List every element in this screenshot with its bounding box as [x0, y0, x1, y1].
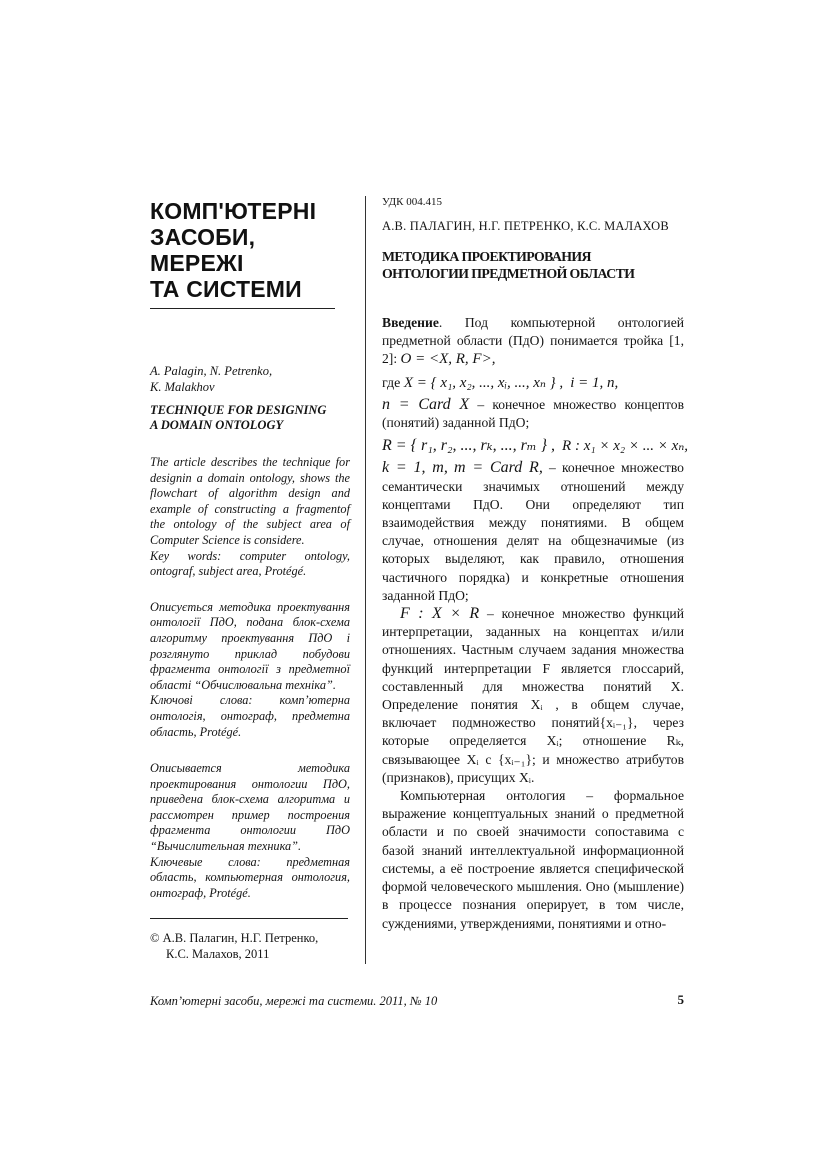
intro-paragraph [382, 314, 684, 369]
article-title [382, 248, 684, 282]
concepts-paragraph [382, 396, 684, 432]
english-authors-line: K. Malakhov [150, 380, 215, 394]
card-x: n = Card X [382, 395, 470, 413]
formula-set-r [382, 437, 689, 456]
set-x: X = { x₁, x₂, ..., xᵢ, ..., xₙ } , [403, 374, 564, 391]
ukrainian-keywords: Ключові слова: комп’ютерна онтологія, онтограф, предметна область, Protégé. [150, 693, 350, 739]
article-body [382, 314, 689, 933]
english-title-line: TECHNIQUE FOR DESIGNING [150, 403, 327, 417]
column-divider [365, 196, 366, 964]
english-authors-line: A. Palagin, N. Petrenko, [150, 364, 273, 378]
english-title [150, 403, 350, 433]
udk-code: УДК 004.415 [382, 196, 443, 208]
russian-abstract [150, 761, 350, 901]
where-word: где [382, 375, 401, 391]
intro-heading: Введение [382, 315, 439, 330]
section-title-line: КОМП'ЮТЕРНІ [150, 198, 317, 224]
section-title-line: МЕРЕЖІ [150, 250, 244, 276]
ontology-paragraph: Компьютерная онтология – формальное выражение концептуальных знаний о предметной области и по своей значимости сопоставима с базой знаний интеллектуальной информационной системы, а её построение является специфической формой человеческого мышления. Оно (мышление) в процессе познания оперирует, в том числе, суждениями, утверждениями, понятиями и отно- [382, 788, 684, 931]
ukrainian-abstract-text: Описується методика проектування онтології ПдО, подана блок-схема алгоритму проектування ПдО і розглянуто приклад побудови фрагмента онтології з предметної області “Обчислювальна техніка”. [150, 599, 350, 692]
intro-text: . Под компьютерной онтологией предметной области (ПдО) понимается тройка [1, 2]: [382, 315, 684, 367]
function-mapping: F : X × R [400, 605, 480, 623]
russian-keywords: Ключевые слова: предметная область, компьютерная онтология, онтограф, Protégé. [150, 854, 350, 900]
copyright-line: © А.В. Палагин, Н.Г. Петренко, [150, 931, 319, 945]
english-authors [150, 363, 350, 395]
journal-section-title [150, 198, 335, 309]
relations-paragraph [382, 459, 684, 605]
card-r: m = Card R, [454, 459, 543, 477]
page-number: 5 [677, 992, 684, 1007]
page-footer [150, 992, 684, 1010]
right-column [382, 195, 689, 933]
russian-abstract-text: Описывается методика проектирования онтологии ПдО, приведена блок-схема алгоритма и рассмотрен пример построения фрагмента онтологии ПдО “Вычислительная техника”. [150, 761, 350, 854]
index-i-range: i = 1, n, [570, 374, 619, 391]
functions-text: – конечное множество функций интерпретации, заданных на концептах и/или отношениях. Частным случаем задания множества функций интерпретации F является глоссарий, составленный для множества понятий X. Определение понятия Xᵢ , в общем случае, включает подмножество понятий{xᵢ₋₁}, через которые определяется Xᵢ; отношение Rₖ, связывающее Xᵢ с {xᵢ₋₁}; и множество атрибутов (признаков), присущих Xᵢ. [382, 606, 684, 785]
copyright-divider [150, 918, 348, 919]
concepts-text: – конечное множество концептов (понятий) заданной ПдО; [382, 396, 685, 431]
copyright-line: К.С. Малахов, 2011 [166, 947, 270, 961]
article-title-line: МЕТОДИКА ПРОЕКТИРОВАНИЯ [382, 249, 591, 264]
section-title-line: ТА СИСТЕМИ [150, 276, 302, 302]
functions-paragraph [382, 605, 684, 787]
formula-set-x [382, 374, 684, 393]
ukrainian-abstract [150, 600, 350, 740]
index-k-range: k = 1, m, [382, 459, 448, 477]
relations-text: – конечное множество семантически значимых отношений между концептами ПдО. Они определяют тип взаимодействия между понятиями. В общем случае, отношения делят на общезначимые (из которых выделяют, как правило, отношения частичного порядка) и конкретные отношения заданной ПдО; [382, 460, 684, 603]
copyright-notice [150, 930, 350, 962]
english-keywords: Key words: computer ontology, ontograf, subject area, Protégé. [150, 548, 350, 579]
relation-mapping: R : x₁ × x₂ × ... × xₙ, [562, 438, 689, 455]
ontology-tuple: O = <X, R, F>, [400, 351, 496, 368]
set-r: R = { r₁, r₂, ..., rₖ, ..., rₘ } , [382, 437, 556, 455]
article-title-line: ОНТОЛОГИИ ПРЕДМЕТНОЙ ОБЛАСТИ [382, 266, 635, 281]
english-title-line: A DOMAIN ONTOLOGY [150, 418, 284, 432]
english-abstract [150, 455, 350, 580]
english-abstract-text: The article describes the technique for designin a domain ontology, shows the flowchart of algorithm design and example of constructing a fragmentof the ontology of the subject area of Computer Science is considere. [150, 455, 350, 547]
journal-citation: Комп’ютерні засоби, мережі та системи. 2011, № 10 [150, 994, 438, 1008]
article-authors: А.В. ПАЛАГИН, Н.Г. ПЕТРЕНКО, К.С. МАЛАХОВ [382, 219, 669, 233]
left-column [150, 198, 350, 901]
section-title-line: ЗАСОБИ, [150, 224, 256, 250]
